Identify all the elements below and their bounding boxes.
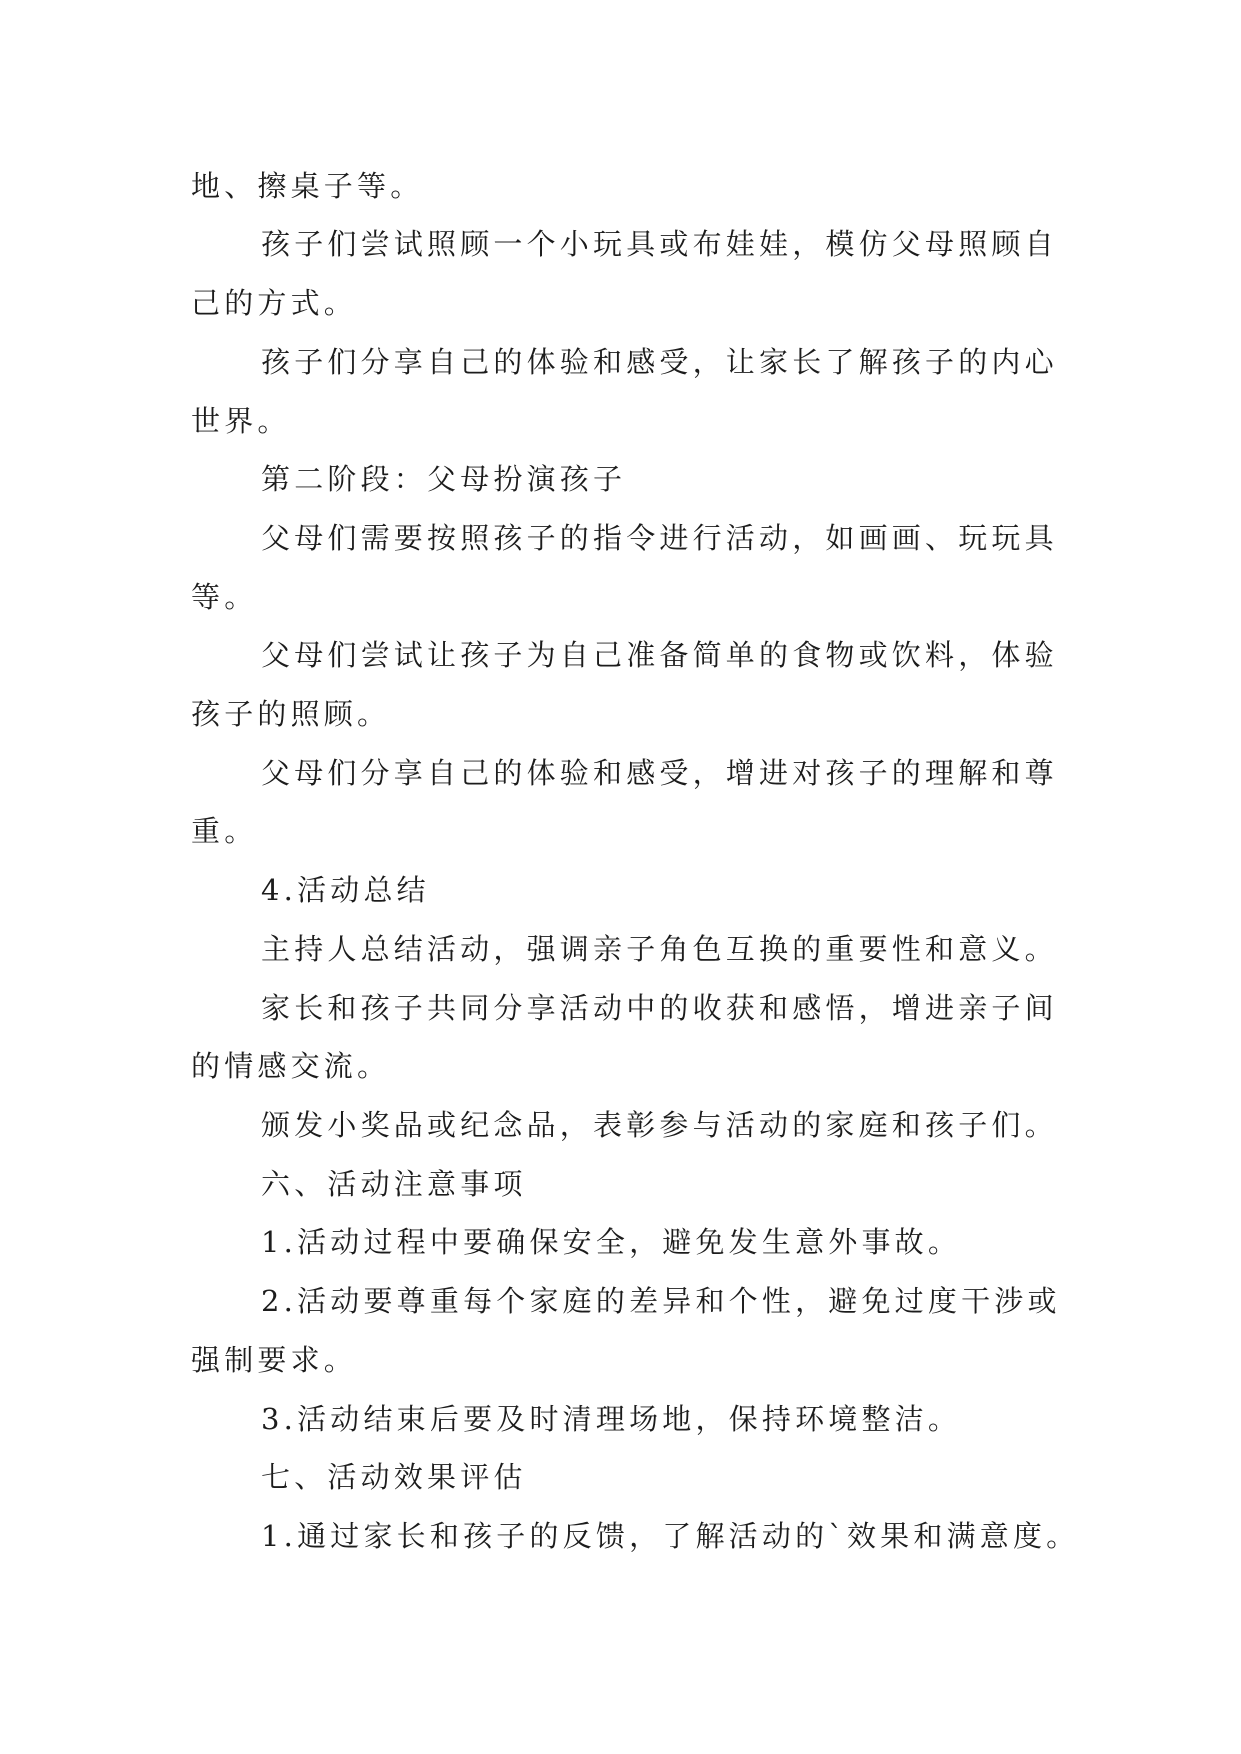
- list-item: 3.活动结束后要及时清理场地，保持环境整洁。: [261, 1402, 962, 1436]
- body-text-line: 家长和孩子共同分享活动中的收获和感悟，增进亲子间: [261, 991, 1058, 1025]
- body-text-line: 等。: [191, 580, 258, 614]
- section-heading: 第二阶段：父母扮演孩子: [261, 462, 627, 496]
- body-text-line: 重。: [191, 814, 258, 848]
- body-text-line: 的情感交流。: [191, 1049, 391, 1083]
- body-text-line: 世界。: [191, 404, 291, 438]
- section-heading: 六、活动注意事项: [261, 1167, 527, 1201]
- body-text-line: 地、擦桌子等。: [191, 169, 424, 203]
- list-item: 强制要求。: [191, 1343, 358, 1377]
- list-item: 1.通过家长和孩子的反馈，了解活动的`效果和满意度。: [261, 1519, 1080, 1553]
- body-text-line: 己的方式。: [191, 286, 358, 320]
- body-text-line: 父母们分享自己的体验和感受，增进对孩子的理解和尊: [261, 756, 1058, 790]
- body-text-line: 孩子们分享自己的体验和感受，让家长了解孩子的内心: [261, 345, 1058, 379]
- body-text-line: 主持人总结活动，强调亲子角色互换的重要性和意义。: [261, 932, 1058, 966]
- section-heading: 七、活动效果评估: [261, 1460, 527, 1494]
- section-heading: 4.活动总结: [261, 873, 430, 907]
- body-text-line: 孩子们尝试照顾一个小玩具或布娃娃，模仿父母照顾自: [261, 227, 1058, 261]
- body-text-line: 父母们尝试让孩子为自己准备简单的食物或饮料，体验: [261, 638, 1058, 672]
- body-text-line: 孩子的照顾。: [191, 697, 391, 731]
- body-text-line: 父母们需要按照孩子的指令进行活动，如画画、玩玩具: [261, 521, 1058, 555]
- body-text-line: 颁发小奖品或纪念品，表彰参与活动的家庭和孩子们。: [261, 1108, 1058, 1142]
- list-item: 1.活动过程中要确保安全，避免发生意外事故。: [261, 1225, 962, 1259]
- list-item: 2.活动要尊重每个家庭的差异和个性，避免过度干涉或: [261, 1284, 1061, 1318]
